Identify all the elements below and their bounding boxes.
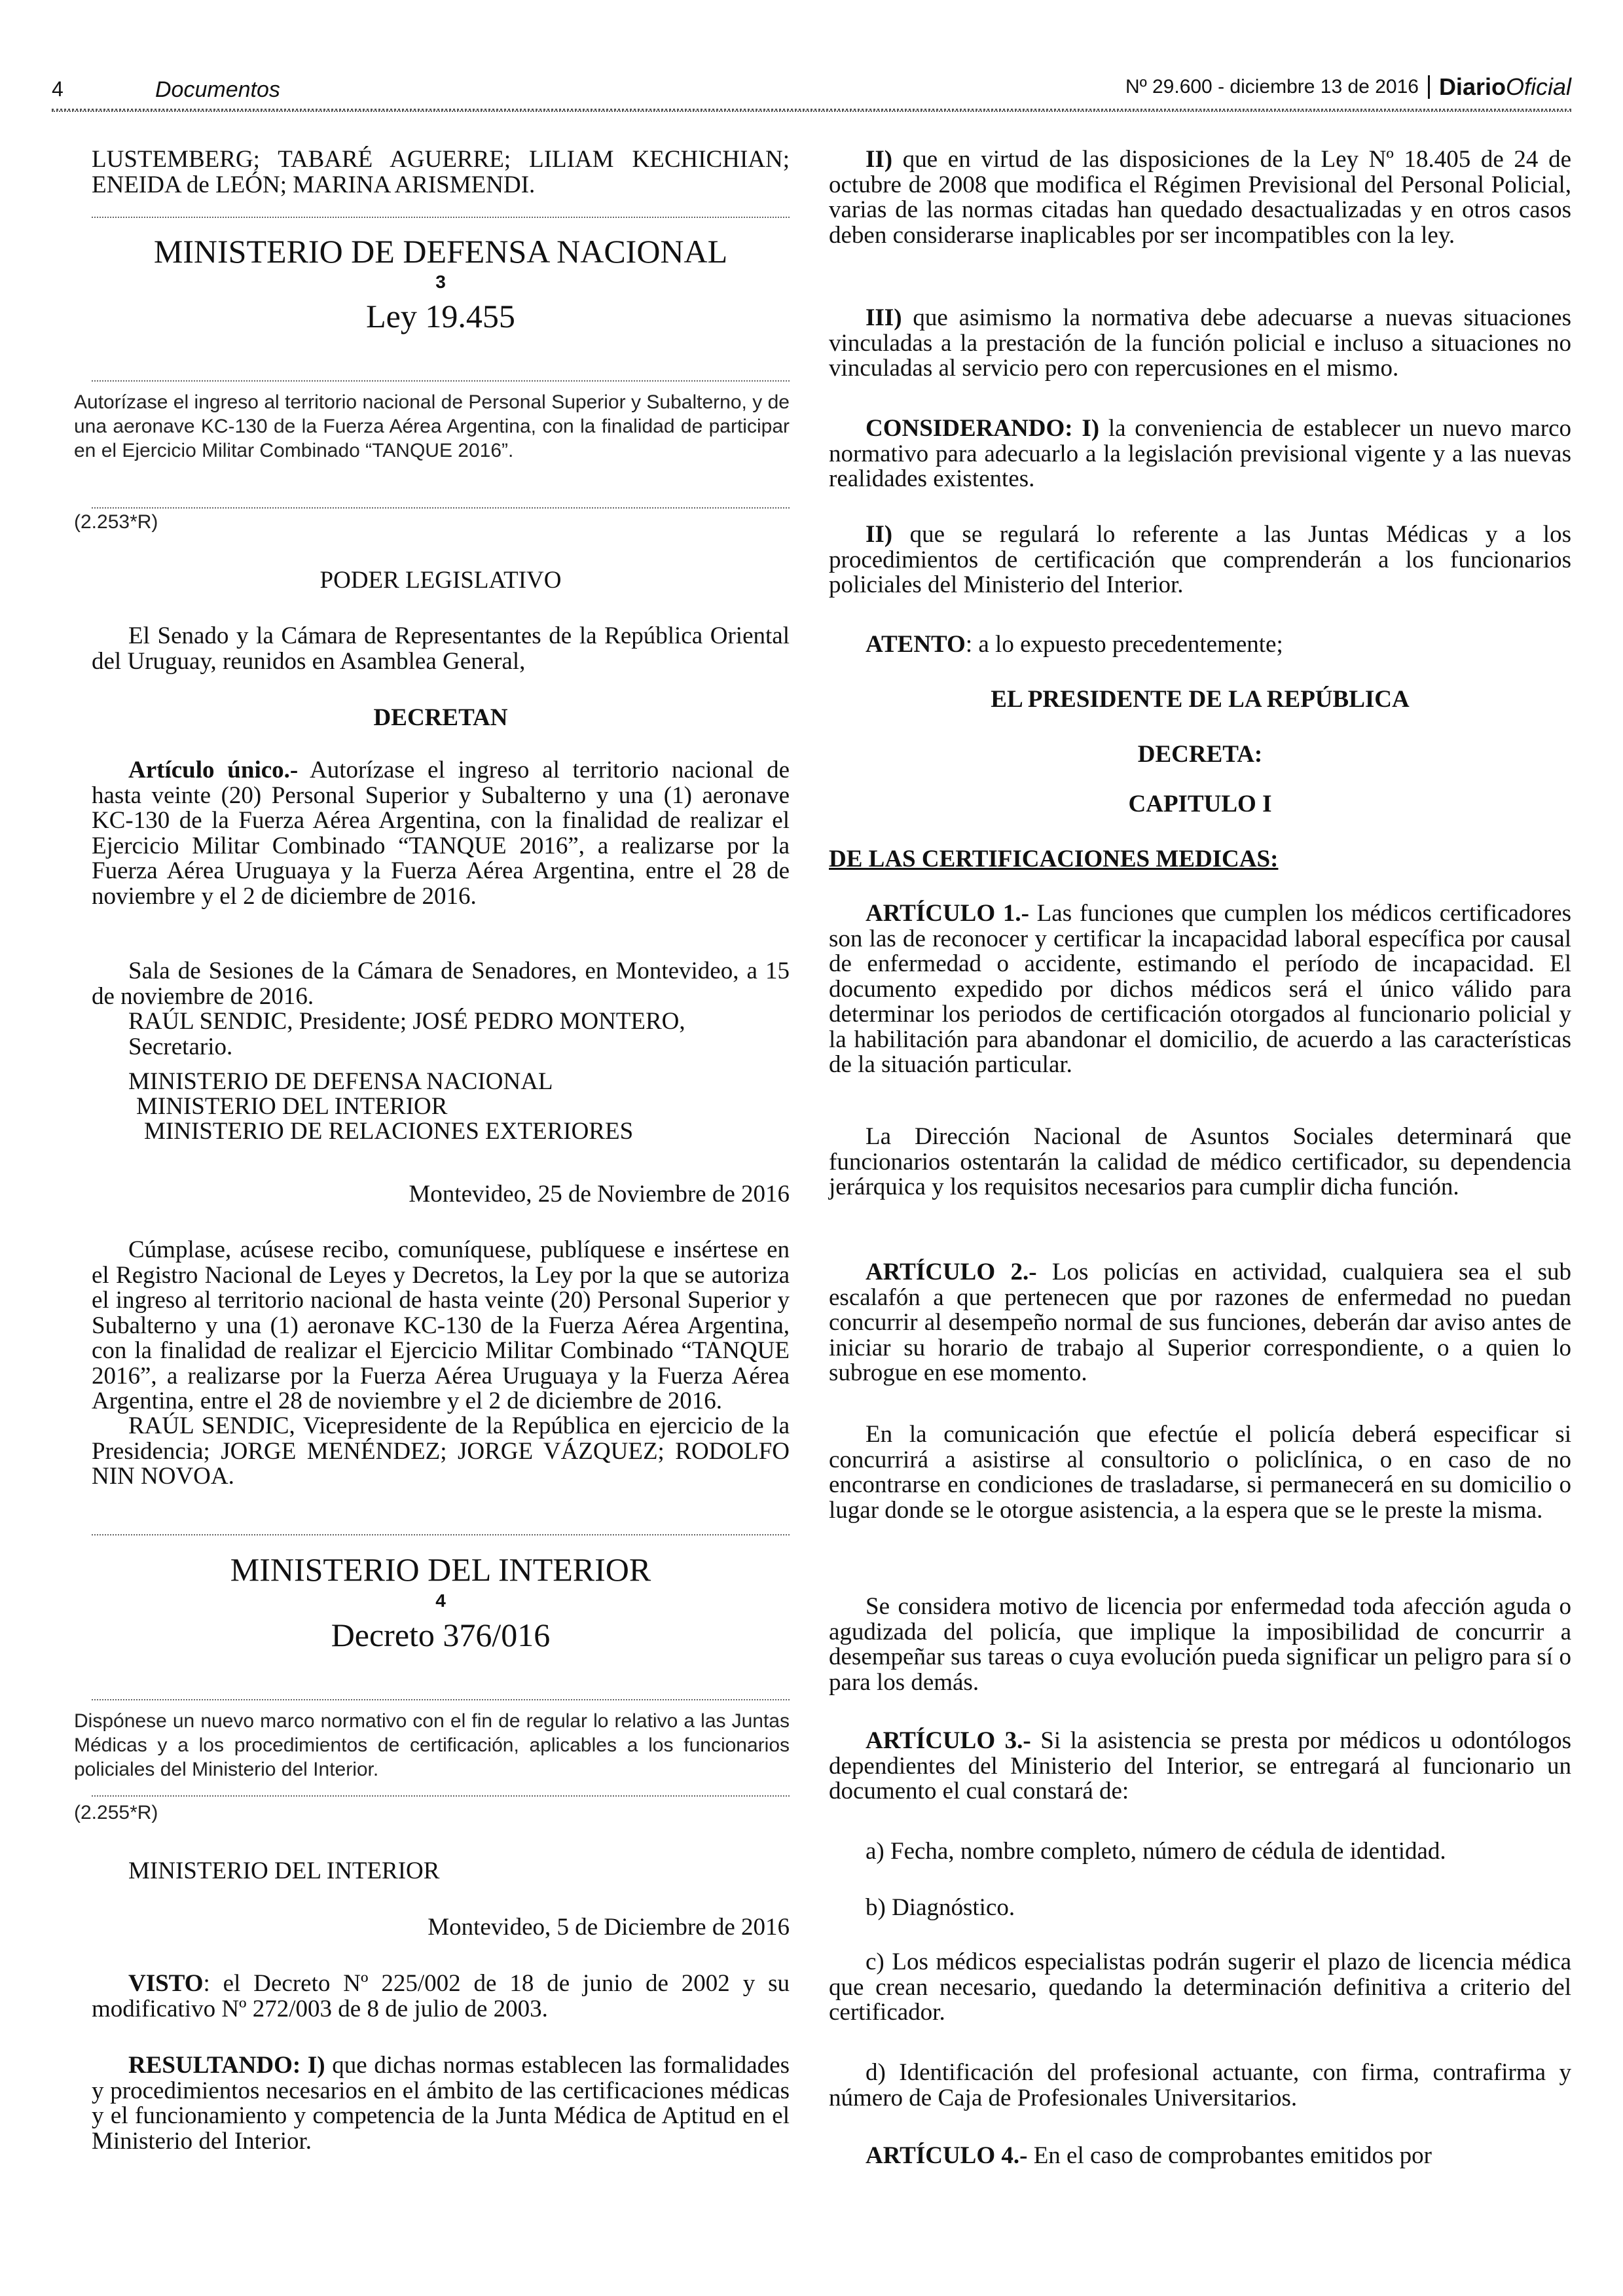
paragraph-text: Dispónese un nuevo marco normativo con el fin de regular lo relativo a las Juntas Médicas y a los procedimientos de certificación, aplicables a los funcionarios policiales del Ministerio del Interior. (74, 1710, 790, 1780)
paragraph-lead: ARTÍCULO 3.- (866, 1727, 1031, 1754)
paragraph-text: EL PRESIDENTE DE LA REPÚBLICA (991, 686, 1410, 713)
paragraph-text: DE LAS CERTIFICACIONES MEDICAS: (829, 846, 1279, 872)
summary (74, 390, 790, 463)
paragraph-text: DECRETA: (1137, 741, 1263, 768)
paragraph-text: la conveniencia de establecer un nuevo marco normativo para adecuarlo a la legislación previsional vigente y a las nuevas realidades existentes. (829, 415, 1571, 492)
summary (74, 1709, 790, 1782)
paragraph-lead: RESULTANDO: I) (128, 2052, 325, 2079)
paragraph-text: b) Diagnóstico. (866, 1894, 1015, 1921)
paragraph-lead: ARTÍCULO 2.- (866, 1259, 1037, 1285)
dotted-divider (92, 1534, 790, 1535)
paragraph-text: Autorízase el ingreso al territorio nacional de hasta veinte (20) Personal Superior y Subalterno y una (1) aeronave KC-130 de la Fuerza Aérea Argentina, con la finalidad de realizar el Ejercicio Militar Combinado “TANQUE 2016”, a realizarse por la Fuerza Aérea Uruguaya y la Fuerza Aérea Argentina, entre el 28 de noviembre y el 2 de diciembre de 2016. (92, 757, 790, 910)
dotted-divider (92, 1699, 790, 1700)
paragraph (92, 1238, 790, 1414)
paragraph-text: LUSTEMBERG; TABARÉ AGUERRE; LILIAM KECHICHIAN; ENEIDA de LEÓN; MARINA ARISMENDI. (92, 146, 790, 198)
paragraph-text: MINISTERIO DE DEFENSA NACIONAL (153, 233, 728, 270)
paragraph (829, 1839, 1571, 1865)
brand-logo: DiarioOficial (1438, 73, 1571, 100)
section-number (92, 1590, 790, 1611)
paragraph-lead: ATENTO (866, 631, 966, 658)
header-rule (52, 109, 1571, 112)
section-title: Documentos (155, 77, 280, 102)
paragraph (829, 847, 1571, 872)
dotted-divider (92, 380, 790, 382)
ministry-line (136, 1094, 790, 1120)
dotted-divider (92, 507, 790, 509)
paragraph-lead: II) (866, 146, 893, 173)
paragraph-text: Sala de Sesiones de la Cámara de Senadores, en Montevideo, a 15 de noviembre de 2016. (92, 958, 790, 1010)
paragraph-text: RAÚL SENDIC, Vicepresidente de la República en ejercicio de la Presidencia; JORGE MENÉNDEZ; JORGE VÁZQUEZ; RODOLFO NIN NOVOA. (92, 1412, 790, 1490)
paragraph-text: Autorízase el ingreso al territorio nacional de Personal Superior y Subalterno, y de una aeronave KC-130 de la Fuerza Aérea Argentina, con la finalidad de participar en el Ejercicio Militar Combinado “TANQUE 2016”. (74, 391, 790, 461)
page-number: 4 (52, 77, 64, 101)
paragraph-text: En el caso de comprobantes emitidos por (1027, 2142, 1432, 2169)
issue-info (1125, 73, 1571, 101)
article (829, 1729, 1571, 1804)
paragraph (829, 1124, 1571, 1200)
signatories (92, 147, 790, 198)
paragraph (829, 1422, 1571, 1523)
paragraph-text: Los policías en actividad, cualquiera sea el sub escalafón a que pertenecen que por razones de enfermedad no puedan concurrir al desempeño normal de sus funciones, deberán dar aviso antes de iniciar su horario de trabajo al Superior correspondiente, o a quien lo subrogue en ese momento. (829, 1259, 1572, 1386)
paragraph (829, 1950, 1571, 2026)
paragraph (829, 742, 1571, 768)
article (829, 632, 1571, 658)
paragraph-text: : el Decreto Nº 225/002 de 18 de junio de 2002 y su modificativo Nº 272/003 de 8 de julio de 2003. (92, 1970, 790, 2022)
date-line (92, 1182, 790, 1208)
paragraph (829, 687, 1571, 713)
paragraph-text: Decreto 376/016 (331, 1617, 551, 1653)
decree-title (92, 1617, 790, 1653)
paragraph-text: La Dirección Nacional de Asuntos Sociales determinará que funcionarios ostentarán la calidad de médico certificador, su dependencia jerárquica y los requisitos necesarios para cumplir dicha función. (829, 1123, 1571, 1200)
article (829, 901, 1571, 1078)
paragraph-text: Montevideo, 5 de Diciembre de 2016 (428, 1914, 790, 1941)
paragraph-lead: ARTÍCULO 1.- (866, 900, 1029, 927)
paragraph (829, 2060, 1571, 2111)
dotted-divider (92, 1795, 790, 1797)
paragraph (829, 1594, 1571, 1695)
paragraph-lead: Artículo único.- (128, 757, 299, 783)
subheading (128, 1859, 790, 1884)
issue-date: Nº 29.600 - diciembre 13 de 2016 (1125, 76, 1419, 98)
subheading (92, 706, 790, 731)
paragraph-text: En la comunicación que efectúe el policía deberá especificar si concurrirá a asistirse al consultorio o policlínica, o en caso de no encontrarse en condiciones de trasladarse, si permanecerá en su domicilio o lugar donde se le otorgue asistencia, a la espera que se le preste la misma. (829, 1421, 1571, 1524)
signature-line (92, 1414, 790, 1490)
paragraph-text: CAPITULO I (1128, 791, 1272, 817)
paragraph-text: MINISTERIO DEL INTERIOR (230, 1551, 651, 1588)
article (829, 306, 1571, 382)
article (829, 416, 1571, 492)
paragraph (92, 624, 790, 674)
ministry-heading (92, 233, 790, 270)
paragraph-text: Cúmplase, acúsese recibo, comuníquese, publíquese e insértese en el Registro Nacional de Leyes y Decretos, la Ley por la que se autoriza el ingreso al territorio nacional de hasta veinte (20) Personal Superior y Subalterno y una (1) aeronave KC-130 de la Fuerza Aérea Argentina, con la finalidad de realizar el Ejercicio Militar Combinado “TANQUE 2016”, a realizarse por la Fuerza Aérea Uruguaya y la Fuerza Aérea Argentina, entre el 28 de noviembre y el 2 de diciembre de 2016. (92, 1236, 790, 1414)
paragraph-text: Montevideo, 25 de Noviembre de 2016 (409, 1181, 790, 1208)
law-title (92, 298, 790, 334)
paragraph-text: Si la asistencia se presta por médicos u odontólogos dependientes del Ministerio del Interior, se entregará al funcionario un documento el cual constará de: (829, 1727, 1572, 1804)
paragraph-text: d) Identificación del profesional actuante, con firma, contrafirma y número de Caja de Profesionales Universitarios. (829, 2059, 1571, 2111)
paragraph-text: que dichas normas establecen las formalidades y procedimientos necesarios en el ámbito de las certificaciones médicas y el funcionamiento y competencia de la Junta Médica de Aptitud en el Ministerio del Interior. (92, 2052, 790, 2155)
paragraph-text: Las funciones que cumplen los médicos certificadores son las de reconocer y certificar la incapacidad laboral específica por causal de enfermedad o accidente, estimando el período de incapacidad. El documento expedido por dichos médicos será el único válido para determinar los periodos de certificación otorgados al funcionario policial y la habilitación para abandonar el domicilio, de acuerdo a las características de la situación particular. (829, 900, 1572, 1078)
paragraph-text: El Senado y la Cámara de Representantes de la República Oriental del Uruguay, reunidos en Asamblea General, (92, 622, 790, 675)
header-divider (1428, 75, 1430, 99)
ministry-heading (92, 1551, 790, 1588)
article (829, 522, 1571, 598)
dotted-divider (92, 217, 790, 218)
section-number (92, 272, 790, 293)
paragraph (92, 959, 790, 1009)
paragraph-text: MINISTERIO DEL INTERIOR (128, 1857, 440, 1884)
subheading (92, 568, 790, 594)
ministry-line (128, 1069, 790, 1095)
paragraph-text: Se considera motivo de licencia por enfermedad toda afección aguda o agudizada del policía, que implique la imposibilidad de concurrir a desempeñar sus tareas o cuya evolución pueda significar un peligro para sí o para los demás. (829, 1593, 1571, 1696)
paragraph (829, 792, 1571, 817)
reference-code (74, 1802, 790, 1824)
paragraph-text: a) Fecha, nombre completo, número de cédula de identidad. (866, 1838, 1446, 1865)
paragraph-text: 3 (435, 272, 446, 292)
paragraph-text: RAÚL SENDIC, Presidente; JOSÉ PEDRO MONTERO, Secretario. (128, 1008, 685, 1060)
paragraph-text: c) Los médicos especialistas podrán sugerir el plazo de licencia médica que crean necesario, quedando la determinación definitiva a criterio del certificador. (829, 1948, 1571, 2026)
article (829, 1260, 1571, 1386)
paragraph-text: : a lo expuesto precedentemente; (965, 631, 1283, 658)
paragraph (92, 1971, 790, 2022)
paragraph-lead: II) (866, 521, 893, 548)
paragraph-text: que se regulará lo referente a las Juntas Médicas y a los procedimientos de certificación que comprenderán a los funcionarios policiales del Ministerio del Interior. (829, 521, 1571, 598)
signature-line (128, 1009, 790, 1060)
reference-code (74, 511, 790, 533)
article (829, 2144, 1571, 2169)
article (92, 758, 790, 909)
paragraph-text: MINISTERIO DEL INTERIOR (136, 1093, 448, 1120)
paragraph-text: que en virtud de las disposiciones de la Ley Nº 18.405 de 24 de octubre de 2008 que modifica el Régimen Previsional del Personal Policial, varias de las normas citadas han quedado desactualizadas y en otros casos deben considerarse inaplicables por ser incompatibles con la ley. (829, 146, 1571, 249)
date-line (92, 1915, 790, 1941)
paragraph-text: PODER LEGISLATIVO (319, 567, 562, 594)
paragraph-text: MINISTERIO DE DEFENSA NACIONAL (128, 1068, 553, 1095)
article (829, 147, 1571, 248)
paragraph (92, 2053, 790, 2154)
paragraph-text: Ley 19.455 (366, 298, 515, 334)
paragraph-text: (2.255*R) (74, 1802, 158, 1823)
paragraph-text: que asimismo la normativa debe adecuarse a nuevas situaciones vinculadas a la prestación de la función policial e incluso a situaciones no vinculadas al servicio pero con repercusiones en el mismo. (829, 304, 1571, 382)
paragraph-lead: VISTO (128, 1970, 204, 1997)
paragraph-lead: ARTÍCULO 4.- (866, 2142, 1028, 2169)
paragraph-text: 4 (435, 1590, 446, 1611)
ministry-line (144, 1119, 790, 1145)
paragraph-text: (2.253*R) (74, 511, 158, 533)
paragraph-text: MINISTERIO DE RELACIONES EXTERIORES (144, 1118, 634, 1145)
paragraph-lead: CONSIDERANDO: I) (866, 415, 1100, 442)
paragraph-lead: III) (866, 304, 902, 331)
paragraph-text: DECRETAN (373, 704, 508, 731)
paragraph (829, 1895, 1571, 1921)
